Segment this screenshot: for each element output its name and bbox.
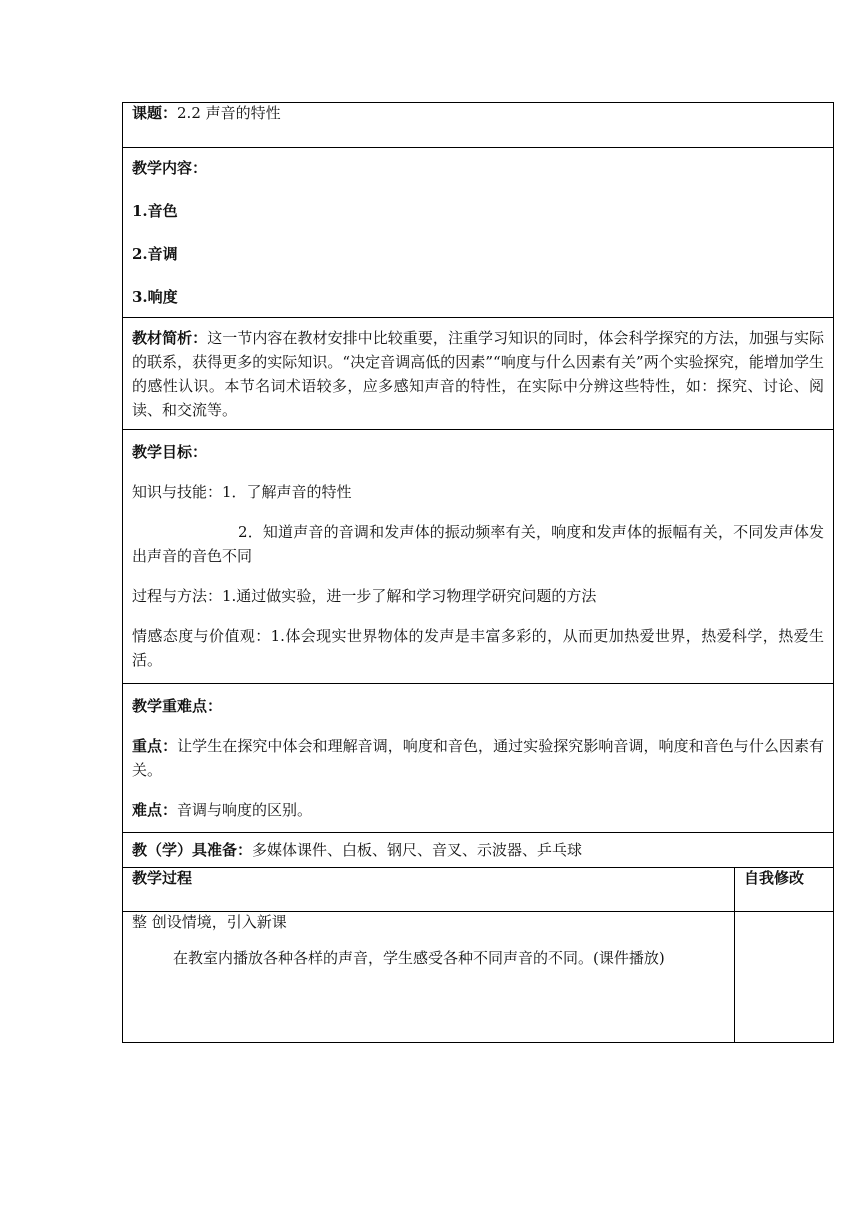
key-label: 重点： [132,737,178,755]
prep-cell [123,833,834,868]
self-edit-cell [735,912,834,1043]
step-title: 整 创设情境，引入新课 [132,913,287,931]
content-item: 3.响度 [132,288,178,306]
title-row [123,103,834,148]
hard-label: 难点： [132,801,178,819]
goals-row [123,430,834,684]
lesson-plan-table [122,102,834,1043]
goals-cell [123,430,834,684]
goals-label: 教学目标： [132,443,208,461]
goal-emotion: 情感态度与价值观：1.体会现实世界物体的发声是丰富多彩的，从而更加热爱世界，热爱科学，热爱生活。 [132,627,825,669]
analysis-text: 这一节内容在教材安排中比较重要，注重学习知识的同时，体会科学探究的方法，加强与实际的联系，获得更多的实际知识。“决定音调高低的因素”“响度与什么因素有关”两个实验探究，能增加学生的感性认识。本节名词术语较多，应多感知声音的特性，在实际中分辨这些特性，如：探究、讨论、阅读、和交流等。 [132,329,825,419]
analysis-row [123,318,834,430]
title-cell [123,103,834,148]
goal-knowledge-1: 知识与技能：1．了解声音的特性 [132,483,352,501]
prep-row [123,833,834,868]
step-text: 在教室内播放各种各样的声音，学生感受各种不同声音的不同。(课件播放) [173,949,665,967]
analysis-cell [123,318,834,430]
goal-knowledge-2: 2．知道声音的音调和发声体的振动频率有关，响度和发声体的振幅有关，不同发声体发出声音的音色不同 [132,523,825,565]
content-row [123,148,834,318]
self-edit-header: 自我修改 [735,868,834,912]
hard-text: 音调与响度的区别。 [177,801,313,819]
analysis-label: 教材简析： [132,329,208,347]
content-item: 1.音色 [132,202,178,220]
title-value: 2.2 声音的特性 [177,104,281,122]
content-label: 教学内容： [132,159,208,177]
content-item: 2.音调 [132,245,178,263]
title-label: 课题： [132,104,178,122]
goal-process: 过程与方法：1.通过做实验，进一步了解和学习物理学研究问题的方法 [132,587,597,605]
key-points-row [123,684,834,833]
process-body-row [123,912,834,1043]
process-header-row [123,868,834,912]
prep-text: 多媒体课件、白板、钢尺、音叉、示波器、乒乓球 [252,841,583,859]
content-cell [123,148,834,318]
lesson-plan [122,102,833,1043]
key-points-label: 教学重难点： [132,697,223,715]
key-points-cell [123,684,834,833]
process-body-cell [123,912,735,1043]
key-text: 让学生在探究中体会和理解音调，响度和音色，通过实验探究影响音调，响度和音色与什么因素有关。 [132,737,824,779]
prep-label: 教（学）具准备： [132,841,253,859]
process-header: 教学过程 [123,868,735,912]
